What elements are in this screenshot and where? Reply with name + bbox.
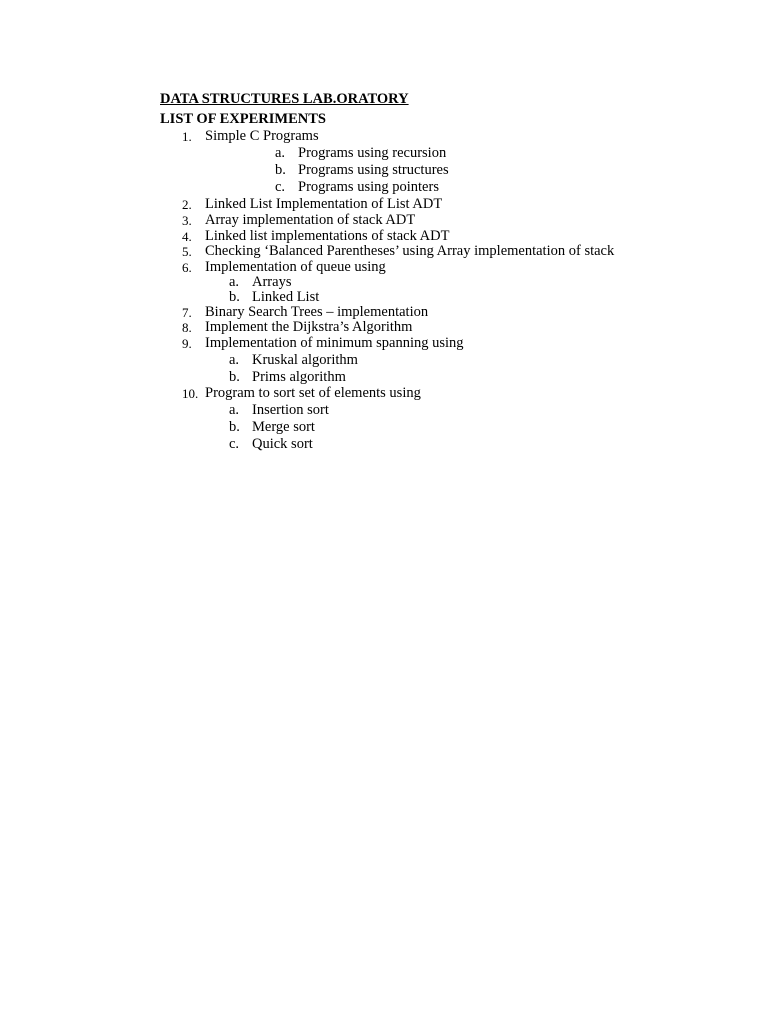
subitem-text: Programs using structures (298, 162, 449, 178)
item-text: Linked List Implementation of List ADT (205, 196, 443, 212)
list-heading: LIST OF EXPERIMENTS (160, 111, 326, 127)
subitem-text: Insertion sort (252, 402, 329, 418)
subitem-marker: b. (229, 289, 240, 305)
subitem-text: Prims algorithm (252, 369, 346, 385)
item-number: 4. (182, 229, 192, 244)
item-number: 2. (182, 197, 192, 212)
item-number: 3. (182, 213, 192, 228)
subitem-marker: a. (275, 145, 286, 161)
item-text: Checking ‘Balanced Parentheses’ using Array implementation of stack (205, 243, 615, 259)
item-text: Implementation of queue using (205, 259, 386, 275)
subitem-marker: b. (229, 419, 240, 435)
subitem-text: Quick sort (252, 436, 313, 452)
item-number: 1. (182, 129, 192, 144)
item-text: Implement the Dijkstra’s Algorithm (205, 319, 413, 335)
item-number: 7. (182, 305, 192, 320)
item-number: 9. (182, 336, 192, 351)
item-text: Program to sort set of elements using (205, 385, 421, 401)
subitem-text: Linked List (252, 289, 320, 305)
item-text: Binary Search Trees – implementation (205, 304, 429, 320)
item-text: Array implementation of stack ADT (205, 212, 416, 228)
subitem-marker: c. (229, 436, 240, 452)
item-number: 10. (182, 386, 199, 401)
subitem-marker: b. (275, 162, 286, 178)
subitem-text: Merge sort (252, 419, 315, 435)
subitem-marker: a. (229, 274, 240, 290)
subitem-text: Programs using pointers (298, 179, 439, 195)
subitem-text: Kruskal algorithm (252, 352, 358, 368)
document-title: DATA STRUCTURES LAB.ORATORY (160, 91, 409, 107)
item-number: 8. (182, 320, 192, 335)
subitem-marker: c. (275, 179, 286, 195)
subitem-marker: a. (229, 352, 240, 368)
item-text: Linked list implementations of stack ADT (205, 228, 450, 244)
subitem-marker: a. (229, 402, 240, 418)
item-text: Simple C Programs (205, 128, 319, 144)
item-number: 5. (182, 244, 192, 259)
item-number: 6. (182, 260, 192, 275)
item-text: Implementation of minimum spanning using (205, 335, 464, 351)
subitem-text: Arrays (252, 274, 292, 290)
subitem-marker: b. (229, 369, 240, 385)
subitem-text: Programs using recursion (298, 145, 447, 161)
